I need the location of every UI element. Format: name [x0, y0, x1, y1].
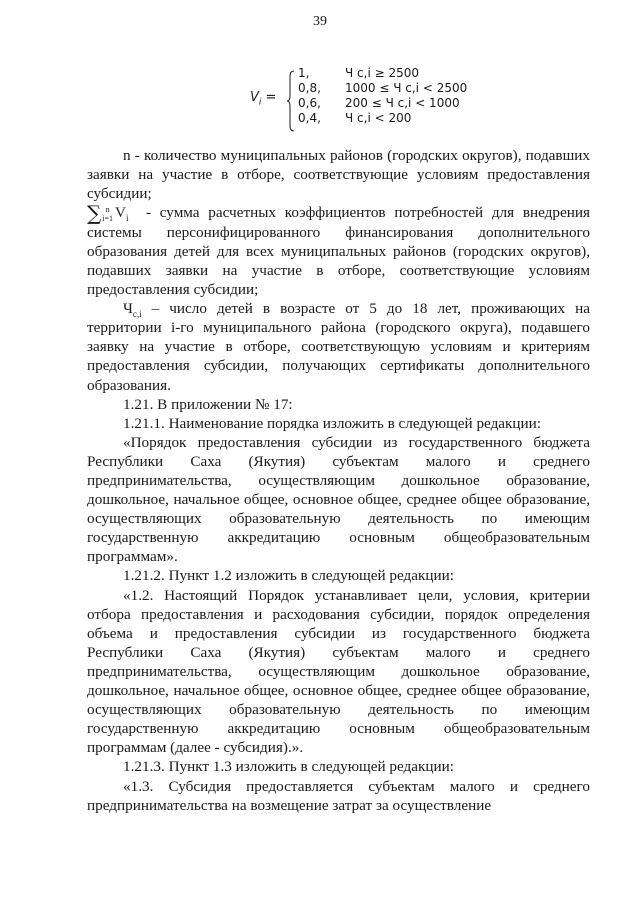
case-condition: 1000 ≤ Ч c,i < 2500	[345, 81, 468, 95]
paragraph-1-2-quote: «1.2. Настоящий Порядок устанавливает цели, условия, критерии отбора предоставления и расходования субсидии, порядок определения объема и предоставления субсидии из государственного бюджета Республики Саха (Якутия) субъектам малого и среднего предпринимательства, осуществляющим дошкольное образование, дошкольное, начальное общее, основное общее, среднее общее образование, осуществляющих образовательную деятельность по имеющим государственную аккредитацию основным общеобразовательным программам (далее - субсидия).».	[87, 586, 590, 757]
formula-case	[298, 96, 488, 111]
sum-limits: n i=1	[102, 204, 114, 223]
left-brace	[287, 70, 295, 132]
paragraph-1-21-3: 1.21.3. Пункт 1.3 изложить в следующей редакции:	[123, 758, 454, 776]
formula-lhs: $V_i$ =	[250, 90, 277, 108]
case-condition: 200 ≤ Ч c,i < 1000	[345, 96, 460, 110]
formula-case	[298, 66, 488, 81]
case-condition: Ч c,i ≥ 2500	[345, 66, 420, 80]
paragraph-1-21: 1.21. В приложении № 17:	[123, 395, 293, 413]
paragraph-1-21-2: 1.21.2. Пункт 1.2 изложить в следующей редакции:	[123, 567, 454, 585]
paragraph-n-definition: n - количество муниципальных районов (городских округов), подавших заявки на участие в отборе, соответствующие условиям предоставления субсидии;	[87, 147, 590, 203]
paragraph-children-definition: $Ч_{c,i}$ – число детей в возрасте от 5 до 18 лет, проживающих на территории i-го муниципального района (городского округа), подавшего заявку на участие в отборе, соответствующую условиям и критериям предоставления субсидии, получающих сертификаты дополнительного образования.	[87, 300, 590, 394]
formula-case	[298, 81, 488, 96]
sum-symbol: ∑	[87, 201, 102, 226]
formula-cases	[298, 66, 488, 126]
case-value: 0,6,	[298, 96, 321, 110]
paragraph-1-21-1: 1.21.1. Наименование порядка изложить в следующей редакции:	[123, 414, 542, 432]
paragraph-1-3-quote: «1.3. Субсидия предоставляется субъектам малого и среднего предпринимательства на возмещение затрат за осуществление	[87, 777, 590, 814]
body-text	[87, 146, 590, 815]
formula-case	[298, 111, 488, 126]
case-condition: Ч c,i < 200	[345, 111, 412, 125]
paragraph-sum-definition: ∑ n i=1 $V_i$ - сумма расчетных коэффициентов потребностей для внедрения системы персонифицированного финансирования дополнительного образования детей для всех муниципальных районов (городских округов), подавших заявки на участие в отборе, соответствующие условиям предоставления субсидии;	[87, 201, 590, 299]
case-value: 0,4,	[298, 111, 321, 125]
paragraph-title-quote: «Порядок предоставления субсидии из государственного бюджета Республики Саха (Якутия) субъектам малого и среднего предпринимательства, осуществляющим дошкольное образование, дошкольное, начальное общее, основное общее, среднее общее образование, осуществляющих образовательную деятельность по имеющим государственную аккредитацию основным общеобразовательным программам».	[87, 433, 590, 566]
case-value: 0,8,	[298, 81, 321, 95]
page-number: 39	[313, 14, 327, 29]
case-value: 1,	[298, 66, 310, 80]
